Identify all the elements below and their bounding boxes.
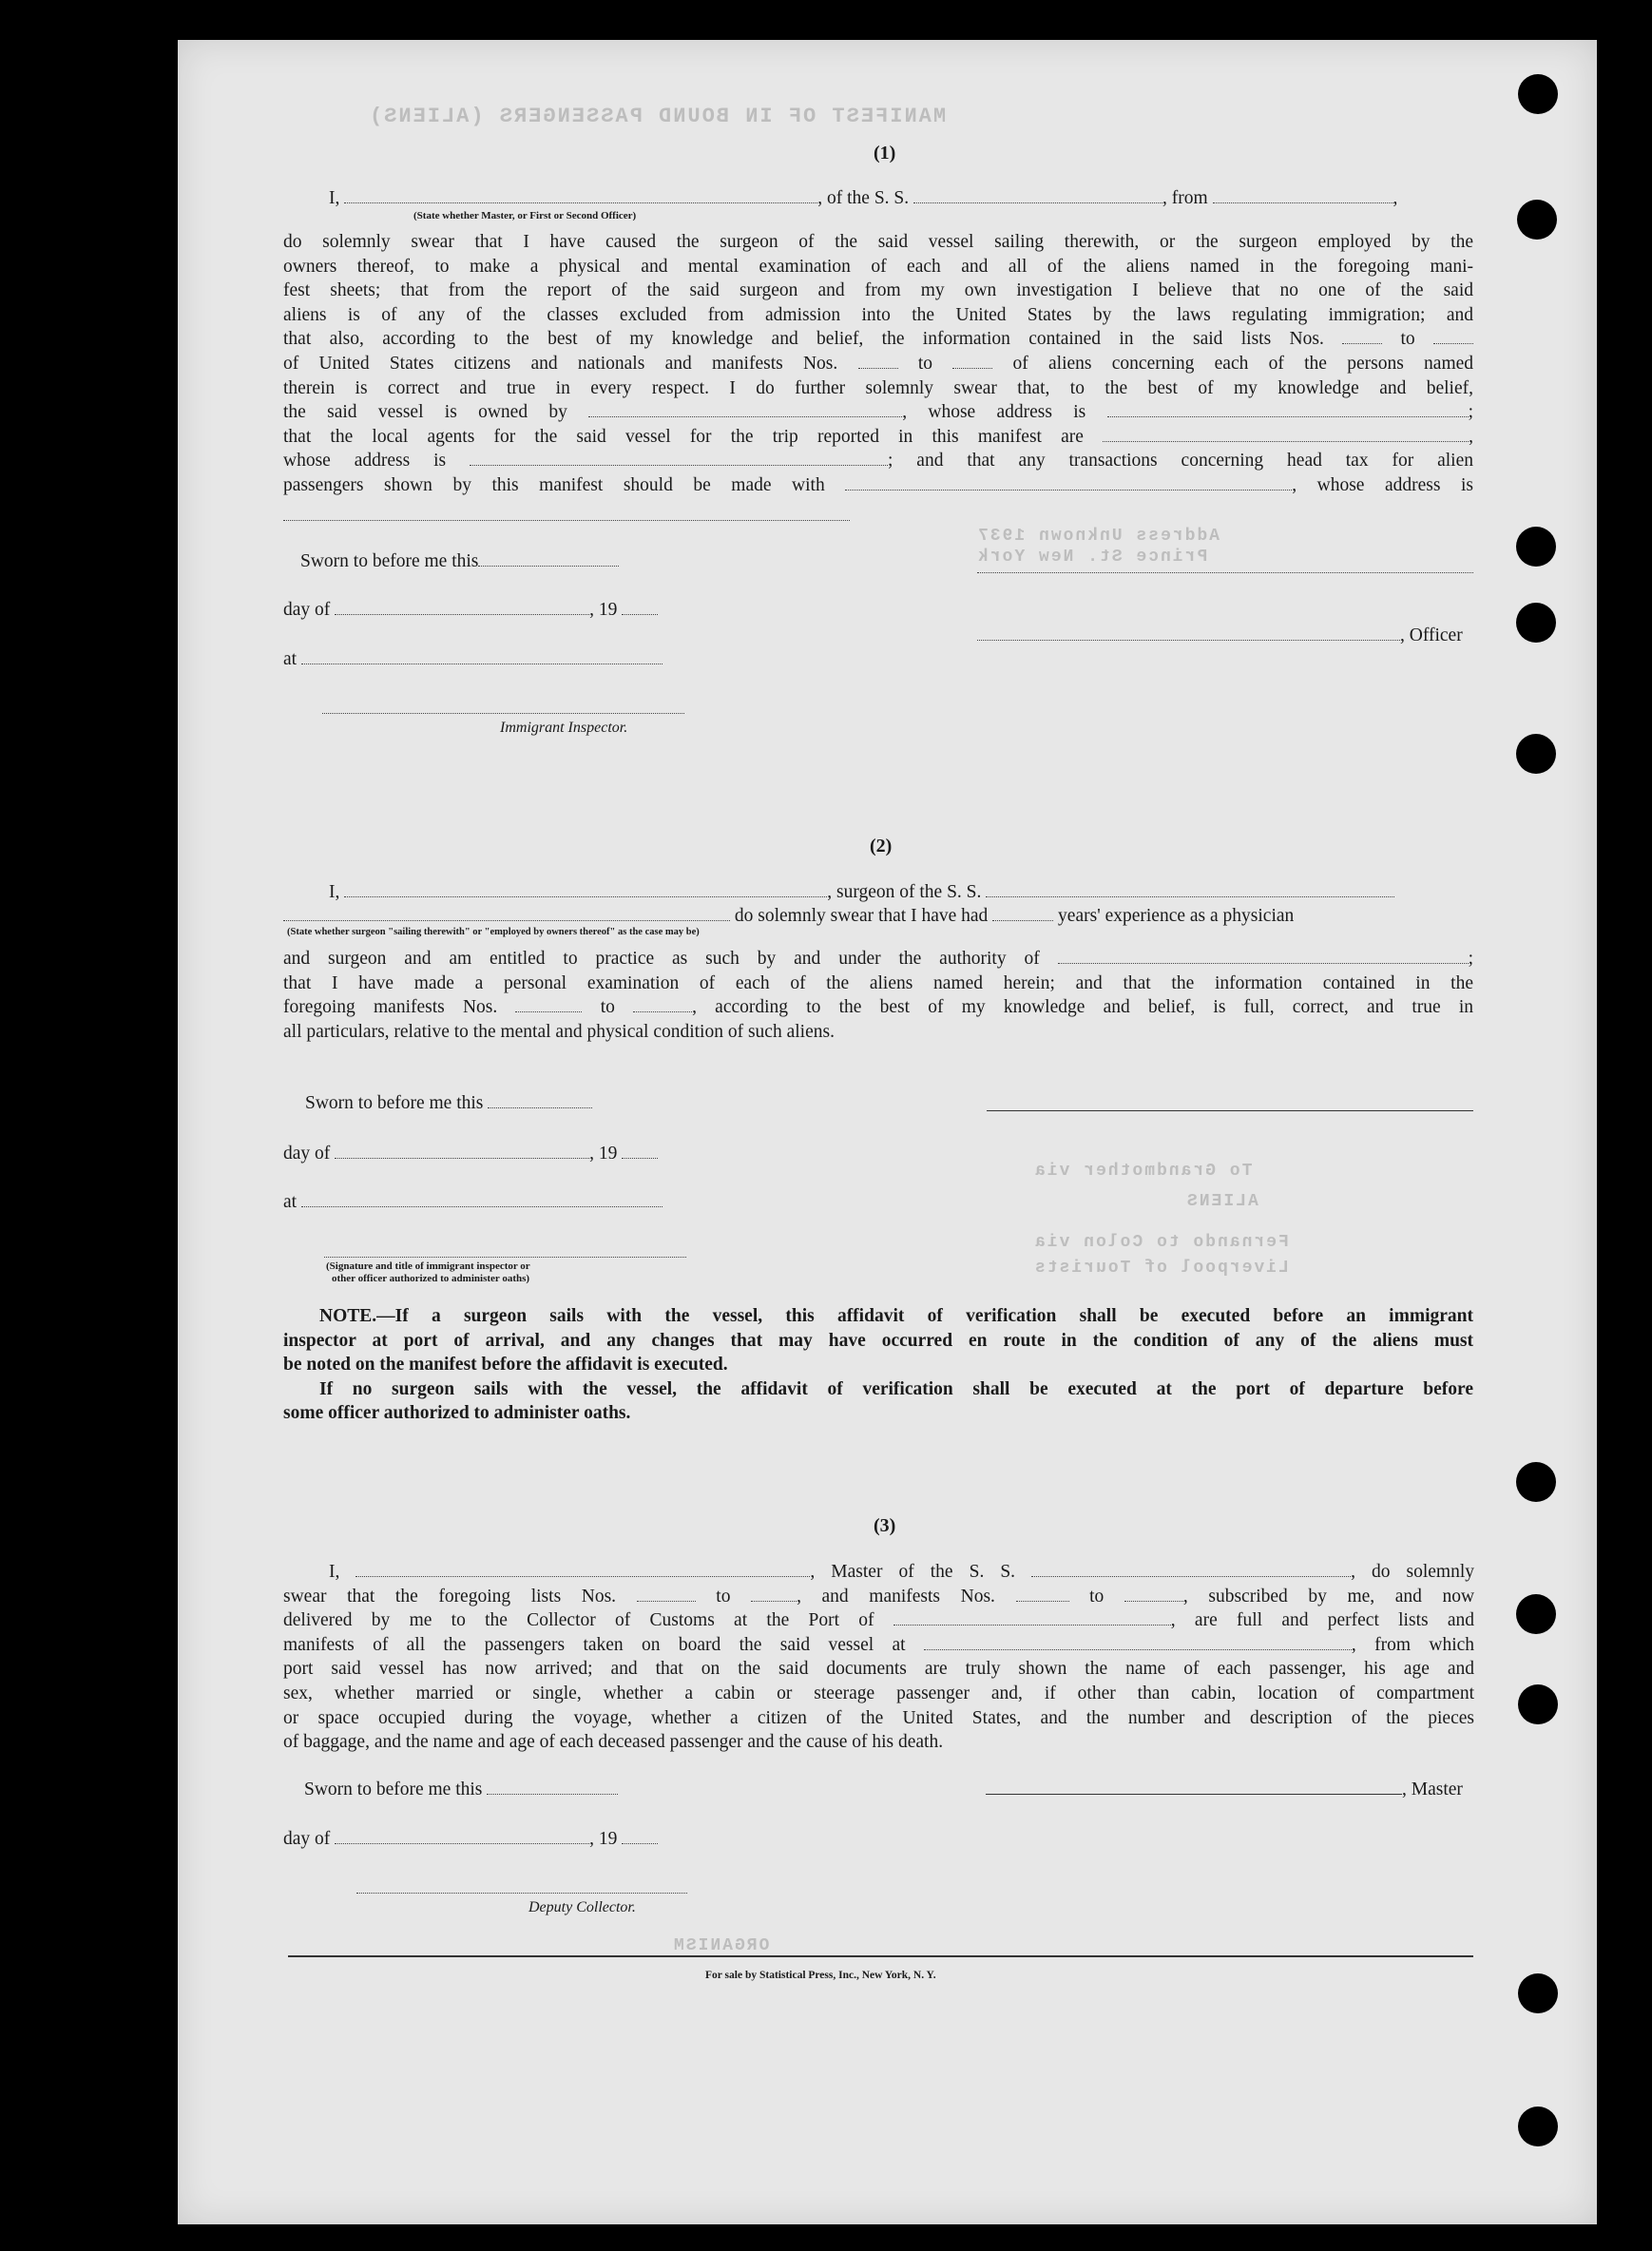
agents-address-field[interactable] <box>470 450 888 466</box>
oath-line: that the local agents for the said vessel for the trip reported in this manifest are , <box>283 426 1474 447</box>
year-field[interactable] <box>622 1828 658 1844</box>
punch-hole <box>1516 1462 1556 1502</box>
signature-note: (Signature and title of immigrant inspector or <box>326 1260 530 1272</box>
oath-start: I, <box>329 882 340 902</box>
master-name-field[interactable] <box>355 1561 810 1577</box>
at-label: at <box>283 1192 298 1212</box>
month-field[interactable] <box>335 1828 589 1844</box>
vessel-name-field[interactable] <box>986 881 1394 897</box>
of-ss-label: , of the S. S. <box>817 188 910 208</box>
section2-oath-paragraph <box>283 947 1473 1044</box>
bleed-through-row: Prince St. New York <box>976 548 1208 567</box>
surgeon-state-note: (State whether surgeon "sailing therewith" or "employed by owners thereof" as the case may be) <box>287 927 700 937</box>
inspector-signature-line <box>324 1257 686 1258</box>
port-field[interactable] <box>893 1609 1171 1626</box>
at-line <box>283 1190 663 1215</box>
bleed-through-row: ORGANISM <box>672 1936 770 1955</box>
owner-field[interactable] <box>588 401 902 417</box>
oath-line: all particulars, relative to the mental and physical condition of such aliens. <box>283 1021 835 1042</box>
to-label: to <box>917 353 932 374</box>
oath-start: I, <box>329 188 340 208</box>
from-port-field[interactable] <box>1213 187 1393 203</box>
signature-note: other officer authorized to administer oaths) <box>332 1273 530 1284</box>
section2-oath-line <box>329 880 1394 905</box>
bleed-through-row: ALIENS <box>1185 1192 1258 1211</box>
lists-from-field[interactable] <box>637 1586 696 1602</box>
master-signature-field[interactable] <box>986 1779 1402 1795</box>
punch-hole <box>1516 734 1556 774</box>
year-label: , 19 <box>589 1829 618 1849</box>
punch-hole <box>1517 200 1557 240</box>
oath-line: therein is correct and true in every respect. I do further solemnly swear that, to the best of my knowledge and belief, <box>283 377 1473 398</box>
note-line: be noted on the manifest before the affidavit is executed. <box>283 1355 728 1375</box>
oath-text: manifests of all the passengers taken on board the said vessel at <box>283 1634 906 1655</box>
oath-text: passengers shown by this manifest should be made with <box>283 474 825 495</box>
oath-text: , do solemnly <box>1351 1562 1475 1582</box>
manifests-to-field[interactable] <box>1124 1586 1183 1602</box>
vessel-name-field[interactable] <box>913 187 1162 203</box>
oath-line <box>283 1585 1474 1609</box>
inspector-label: Immigrant Inspector. <box>500 720 628 736</box>
from-label: , from <box>1162 188 1208 208</box>
bleed-through-row: Address Unknown 1937 <box>976 527 1220 546</box>
oath-line: that I have made a personal examination of each of the aliens named herein; and that the information contained in the <box>283 972 1473 993</box>
day-of-label: day of <box>283 1144 331 1164</box>
swear-text: do solemnly swear that I have had <box>734 906 989 926</box>
punch-hole <box>1518 2107 1558 2146</box>
lists-from-field[interactable] <box>1342 328 1382 344</box>
oath-line: sex, whether married or single, whether a cabin or steerage passenger and, if other than cabin, location of compartment <box>283 1683 1474 1703</box>
punch-hole <box>1516 603 1556 643</box>
manifests-to-field[interactable] <box>952 353 992 369</box>
bleed-through-row: Liverpool of Tourists <box>1033 1259 1289 1278</box>
lists-to-field[interactable] <box>751 1586 797 1602</box>
year-field[interactable] <box>622 599 658 615</box>
oath-line <box>283 1633 1474 1658</box>
to-label: to <box>600 997 615 1018</box>
oath-text: whose address is <box>283 451 447 471</box>
oath-text: , whose address is <box>902 402 1086 423</box>
surgeon-status-field[interactable] <box>283 905 730 921</box>
note-text: —If a surgeon sails with the vessel, this affidavit of verification shall be executed before an immigrant <box>376 1306 1473 1326</box>
day-of-label: day of <box>283 1829 331 1849</box>
officer-label: , Officer <box>1400 625 1463 645</box>
head-tax-field[interactable] <box>845 474 1292 491</box>
oath-line <box>283 352 1473 376</box>
oath-line: fest sheets; that from the report of the said surgeon and from my own investigation I believe that no one of the said <box>283 280 1473 301</box>
sworn-label: Sworn to before me this <box>300 551 479 571</box>
note-line: If no surgeon sails with the vessel, the affidavit of verification shall be executed at the port of departure before <box>319 1378 1473 1399</box>
address-line <box>283 520 850 521</box>
place-field[interactable] <box>301 648 663 664</box>
oath-text: ; and that any transactions concerning head tax for alien <box>887 451 1473 471</box>
punch-hole <box>1516 527 1556 567</box>
oath-line: and surgeon and am entitled to practice as such by and under the authority of ; <box>283 949 1474 969</box>
day-of-label: day of <box>283 600 331 620</box>
oath-start: I, <box>329 1562 340 1582</box>
punch-hole <box>1518 1973 1558 2013</box>
year-label: , 19 <box>589 600 618 620</box>
years-text: years' experience as a physician <box>1058 906 1295 926</box>
oath-line: or space occupied during the voyage, whether a citizen of the United States, and the number and description of the pieces <box>283 1707 1474 1728</box>
punch-hole <box>1518 74 1558 114</box>
sworn-line <box>300 549 619 574</box>
oath-text: and surgeon and am entitled to practice as such by and under the authority of <box>283 949 1040 969</box>
officer-name-field[interactable] <box>344 187 817 203</box>
manifests-to-field[interactable] <box>633 996 692 1012</box>
manifests-from-field[interactable] <box>1016 1586 1069 1602</box>
surgeon-of-label: , surgeon of the S. S. <box>827 882 982 902</box>
manifests-from-field[interactable] <box>858 353 898 369</box>
note-line: some officer authorized to administer oaths. <box>283 1403 631 1423</box>
note-line: inspector at port of arrival, and any changes that may have occurred en route in the condition of any of the aliens must <box>283 1330 1473 1351</box>
sworn-label: Sworn to before me this <box>304 1780 483 1799</box>
oath-line <box>283 995 1473 1020</box>
officer-line <box>977 624 1463 648</box>
day-line <box>283 598 658 623</box>
manifests-from-field[interactable] <box>515 996 582 1012</box>
sworn-day-field[interactable] <box>478 550 619 567</box>
to-label: to <box>716 1586 731 1606</box>
sworn-line <box>305 1091 592 1116</box>
section1-oath-line: I, , of the S. S. , from , <box>329 188 1398 208</box>
section3-oath-paragraph <box>283 1560 1474 1755</box>
oath-line: port said vessel has now arrived; and that on the said documents are truly shown the name of each passenger, his age and <box>283 1659 1474 1680</box>
oath-text: , from which <box>1351 1634 1475 1655</box>
note-label: NOTE. <box>319 1306 377 1326</box>
day-line <box>283 1142 658 1166</box>
sworn-label: Sworn to before me this <box>305 1093 484 1113</box>
oath-text: delivered by me to the Collector of Customs at the Port of <box>283 1610 874 1631</box>
oath-line <box>283 473 1473 498</box>
oath-line: the said vessel is owned by , whose address is ; <box>283 402 1474 423</box>
year-field[interactable] <box>622 1143 658 1159</box>
oath-text: of aliens concerning each of the persons named <box>1012 353 1474 374</box>
at-line <box>283 647 663 672</box>
note-paragraph <box>283 1304 1473 1426</box>
oath-text: the said vessel is owned by <box>283 402 567 423</box>
footer-rule <box>288 1955 1473 1957</box>
deputy-signature-line <box>356 1893 687 1894</box>
punch-hole <box>1516 1594 1556 1634</box>
oath-text: , subscribed by me, and now <box>1182 1586 1475 1606</box>
master-of-label: , Master of the S. S. <box>810 1562 1016 1582</box>
to-label: to <box>1400 329 1415 350</box>
at-label: at <box>283 649 298 669</box>
master-signature-line <box>986 1778 1463 1802</box>
oath-line: of baggage, and the name and age of each deceased passenger and the cause of his death. <box>283 1732 944 1753</box>
day-line <box>283 1827 658 1852</box>
master-label: , Master <box>1402 1780 1463 1799</box>
years-field[interactable] <box>992 905 1053 921</box>
oath-line <box>283 449 1473 473</box>
oath-line <box>283 1608 1474 1633</box>
officer-signature-line <box>977 572 1473 573</box>
owner-address-field[interactable] <box>1107 401 1469 417</box>
section-number: (1) <box>874 143 896 164</box>
place-field[interactable] <box>301 1191 663 1207</box>
month-field[interactable] <box>335 1143 589 1159</box>
bleed-through-row: Fernando to Colon via <box>1033 1233 1289 1252</box>
state-note: (State whether Master, or First or Second Officer) <box>413 210 637 221</box>
vessel-name-field[interactable] <box>1031 1561 1351 1577</box>
oath-line <box>283 327 1473 352</box>
oath-line: owners thereof, to make a physical and mental examination of each and all of the aliens named in the foregoing mani- <box>283 256 1473 277</box>
month-field[interactable] <box>335 599 589 615</box>
lists-to-field[interactable] <box>1433 328 1473 344</box>
deputy-label: Deputy Collector. <box>528 1899 636 1915</box>
oath-text: , according to the best of my knowledge and belief, is full, correct, and true in <box>692 997 1474 1018</box>
year-label: , 19 <box>589 1144 618 1164</box>
bleed-through-row: To Grandmother via <box>1033 1162 1253 1181</box>
to-label: to <box>1089 1586 1105 1606</box>
oath-line <box>283 1560 1474 1585</box>
boarding-port-field[interactable] <box>924 1634 1352 1650</box>
surgeon-signature-line <box>987 1110 1473 1111</box>
punch-hole <box>1518 1684 1558 1724</box>
oath-text: that the local agents for the said vessel for the trip reported in this manifest are <box>283 426 1084 447</box>
surgeon-name-field[interactable] <box>344 881 827 897</box>
section1-oath-paragraph <box>283 230 1473 498</box>
agents-field[interactable] <box>1103 426 1469 442</box>
authority-field[interactable] <box>1058 948 1469 964</box>
oath-text: that also, according to the best of my knowledge and belief, the information contained in the said lists Nos. <box>283 329 1324 350</box>
form-page <box>178 40 1597 2224</box>
oath-text: , and manifests Nos. <box>797 1586 995 1606</box>
oath-line: do solemnly swear that I have caused the surgeon of the said vessel sailing therewith, or the surgeon employed by the <box>283 232 1473 252</box>
section-number: (2) <box>870 836 893 856</box>
oath-text: , are full and perfect lists and <box>1170 1610 1474 1631</box>
oath-text: of United States citizens and nationals and manifests Nos. <box>283 353 838 374</box>
oath-text: , whose address is <box>1292 474 1473 495</box>
sworn-day-field[interactable] <box>487 1779 618 1795</box>
bleed-through-header: MANIFEST OF IN BOUND PASSENGERS (ALIENS) <box>368 105 947 128</box>
inspector-signature-line <box>322 713 684 714</box>
oath-text: swear that the foregoing lists Nos. <box>283 1586 617 1606</box>
note-line <box>283 1304 1473 1329</box>
sworn-line <box>304 1778 618 1802</box>
officer-signature-field[interactable] <box>977 625 1400 641</box>
printer-imprint: For sale by Statistical Press, Inc., New York, N. Y. <box>705 1970 936 1981</box>
oath-line: aliens is of any of the classes excluded from admission into the United States by the laws regulating immigration; and <box>283 304 1473 325</box>
sworn-day-field[interactable] <box>488 1092 592 1108</box>
section-number: (3) <box>874 1515 896 1536</box>
section2-years-line <box>283 904 1294 929</box>
oath-text: foregoing manifests Nos. <box>283 997 498 1018</box>
